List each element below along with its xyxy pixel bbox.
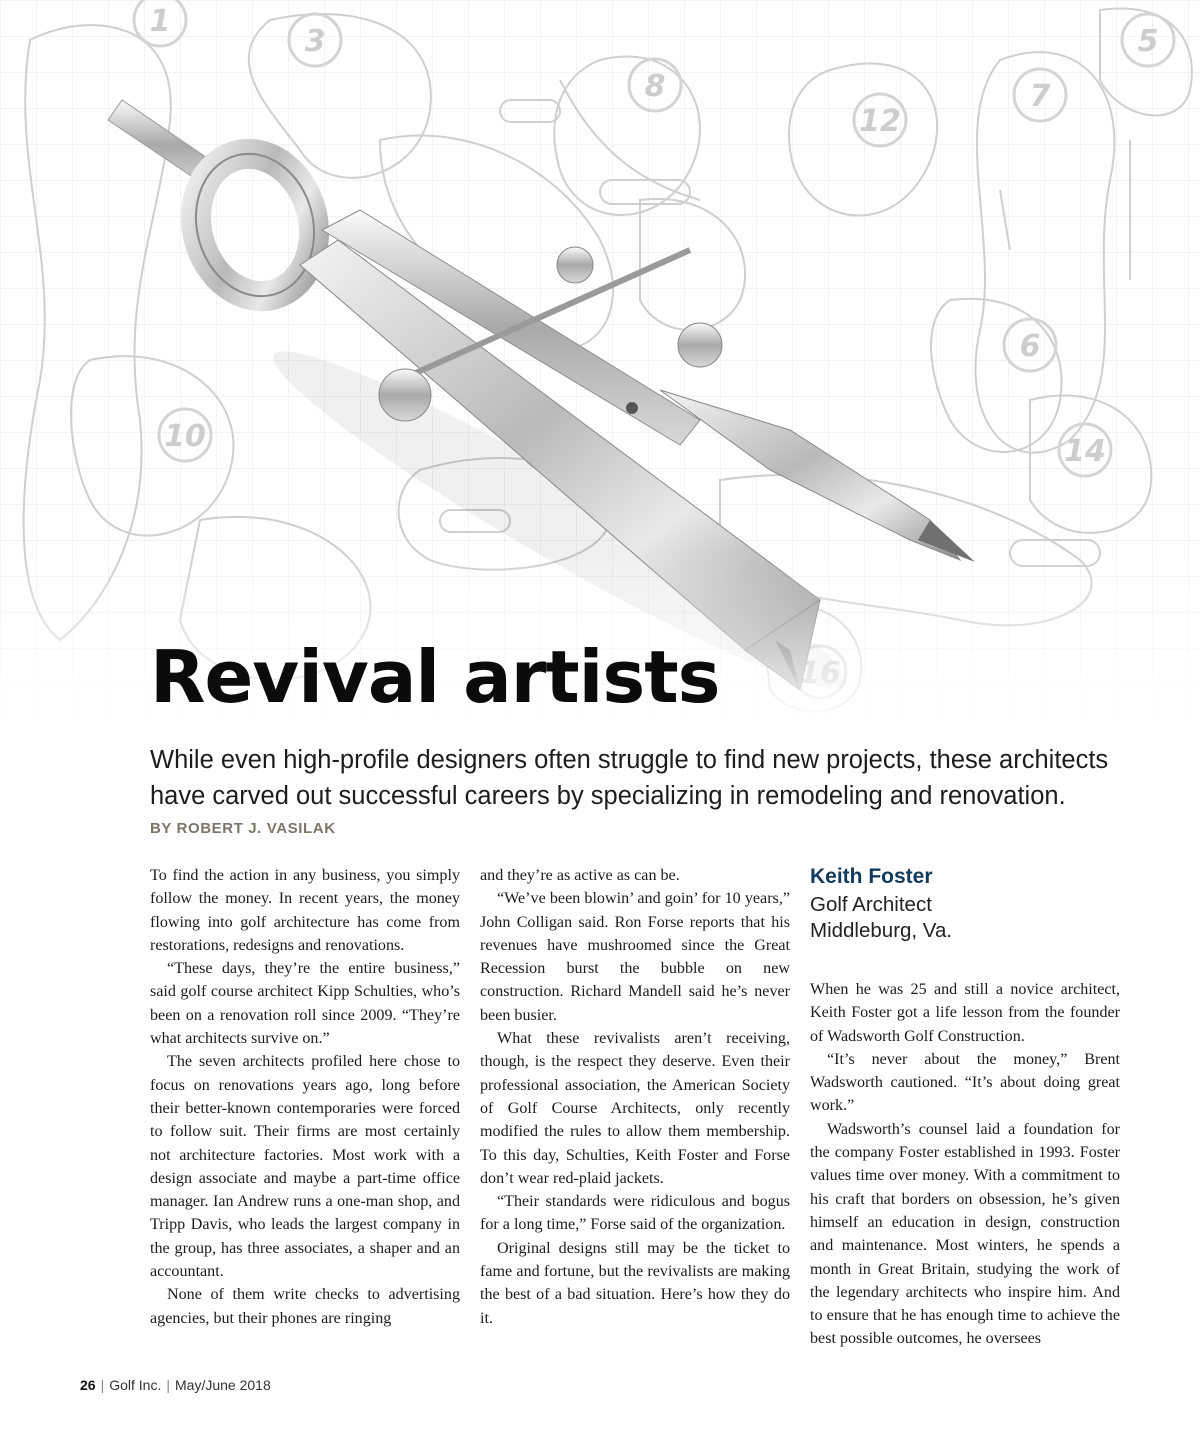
profile-name: Keith Foster	[810, 865, 933, 888]
page-footer	[80, 1377, 271, 1393]
text-column-2	[480, 864, 790, 1330]
page-number: 26	[80, 1376, 96, 1393]
paragraph: What these revivalists aren’t receiving, though, is the respect they deserve. Even their professional association, the American Society of Golf Course Architects, only recently modified the rules to allow them membership. To this day, Schulties, Keith Foster and Forse don’t wear red-plaid jackets.	[480, 1030, 790, 1187]
separator: |	[166, 1376, 170, 1393]
paragraph: To find the action in any business, you simply follow the money. In recent years, the money flowing into golf architecture has come from restorations, redesigns and renovations.	[150, 867, 460, 954]
profile-header	[810, 862, 1120, 944]
article-headline: Revival artists	[150, 635, 720, 719]
separator: |	[100, 1376, 105, 1393]
profile-location: Middleburg, Va.	[810, 919, 953, 942]
text-column-3	[810, 978, 1120, 1351]
paragraph: “Their standards were ridiculous and bogus for a long time,” Forse said of the organization.	[480, 1193, 790, 1234]
article-deck: While even high-profile designers often struggle to find new projects, these architects have carved out successful careers by specializing in remodeling and renovation.	[150, 746, 1109, 810]
paragraph: “It’s never about the money,” Brent Wadsworth cautioned. “It’s about doing great work.”	[810, 1050, 1120, 1115]
profile-title: Golf Architect	[810, 893, 932, 916]
paragraph: “These days, they’re the entire business,” said golf course architect Kipp Schulties, who’s been on a renovation roll since 2009. “They’re what architects survive on.”	[150, 960, 460, 1048]
paragraph: The seven architects profiled here chose to focus on renovations years ago, long before their better-known contemporaries were forced to follow suit. Their firms are most certainly not architecture factories. Most work with a design associate and maybe a part-time office manager. Ian Andrew runs a one-man shop, and Tripp Davis, who leads the largest company in the group, has three associates, a shaper and an accountant.	[150, 1053, 460, 1281]
article-byline: BY ROBERT J. VASILAK	[150, 820, 336, 837]
text-column-1	[150, 864, 460, 1330]
paragraph: Original designs still may be the ticket to fame and fortune, but the revivalists are making the best of a bad situation. Here’s how they do it.	[480, 1239, 790, 1327]
paragraph: and they’re as active as can be.	[480, 867, 680, 884]
paragraph: When he was 25 and still a novice architect, Keith Foster got a life lesson from the founder of Wadsworth Golf Construction.	[810, 981, 1120, 1045]
paragraph: “We’ve been blowin’ and goin’ for 10 years,” John Colligan said. Ron Forse reports that his revenues have mushroomed since the Great Recession burst the bubble on new construction. Richard Mandell said he’s never been busier.	[480, 890, 790, 1024]
paragraph: Wadsworth’s counsel laid a foundation for the company Foster established in 1993. Foster values time over money. With a commitment to his craft that borders on obsession, he’s given himself an education in design, construction and maintenance. Most winters, he spends a month in Great Britain, studying the work of the legendary architects who inspire him. And to ensure that he has enough time to achieve the best possible outcomes, he oversees	[810, 1120, 1120, 1348]
publication-name: Golf Inc.	[109, 1376, 162, 1393]
paragraph: None of them write checks to advertising agencies, but their phones are ringing	[150, 1286, 460, 1327]
issue-date: May/June 2018	[175, 1376, 271, 1393]
